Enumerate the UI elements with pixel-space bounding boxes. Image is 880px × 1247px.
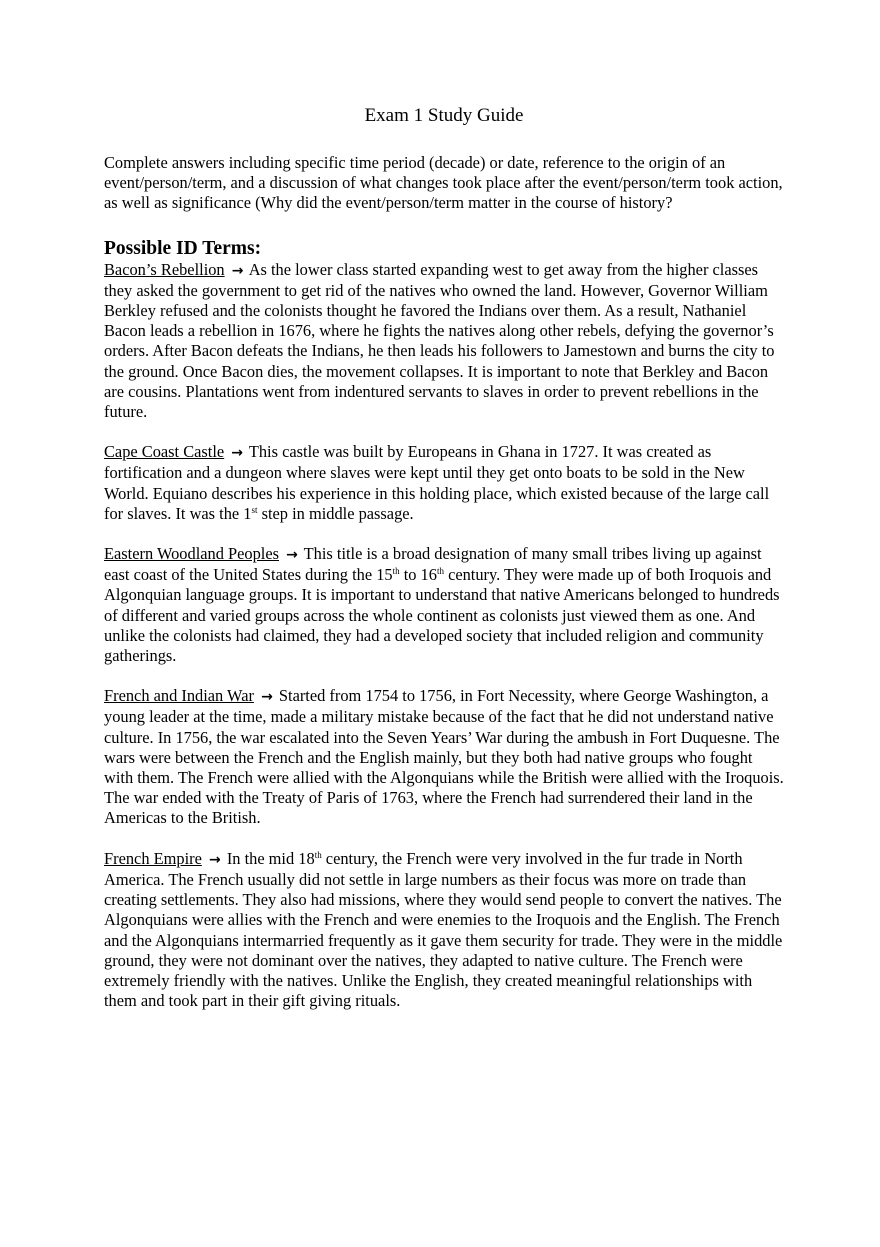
term-title: French Empire [104, 848, 202, 868]
arrow-right-icon: → [261, 689, 273, 706]
term-definition: Started from 1754 to 1756, in Fort Necessity, where George Washington, a young leader at the time, made a military mistake because of the fact that he did not understand native culture. In 1756, the war escalated into the Seven Years’ War during the ambush in Fort Duquesne. The wars were between the French and the English mainly, but they both had native groups who fought with them. The French were allied with the Algonquians while the British were allied with the Iroquois. The war ended with the Treaty of Paris of 1763, where the French had surrendered their land in the Americas to the British. [104, 686, 784, 828]
instructions-paragraph: Complete answers including specific time period (decade) or date, reference to the origin of an event/person/term, and a discussion of what changes took place after the event/person/term took action, as well as significance (Why did the event/person/term matter in the course of history? [104, 153, 783, 213]
ordinal-suffix: th [392, 566, 400, 577]
term-title: Cape Coast Castle [104, 442, 225, 462]
entry-french-and-indian-war [104, 686, 784, 828]
section-heading: Possible ID Terms: [104, 237, 262, 259]
term-definition-cont: century. They were made up of both Iroquois and Algonquian language groups. It is important to understand that native Americans belonged to hundreds of different and varied groups across the whole continent as colonists just viewed them as one. And unlike the colonists had claimed, they had a developed society that included religion and community gatherings. [104, 565, 780, 666]
entry-french-empire [104, 849, 784, 1012]
term-title: French and Indian War [104, 686, 254, 706]
arrow-right-icon: → [208, 851, 221, 868]
entry-eastern-woodland-peoples [104, 544, 784, 666]
term-definition-cont: century, the French were very involved in the fur trade in North America. The French usually did not settle in large numbers as their focus was more on trade than creating settlements. They also had missions, where they would send people to convert the natives. The Algonquians were allies with the French and were enemies to the Iroquois and the English. The French and the Algonquians intermarried frequently as it gave them security for trade. They were in the middle ground, they were not dominant over the natives, they adapted to native culture. The French were extremely friendly with the natives. Unlike the English, they created meaningful relationships with them and took part in their gift giving rituals. [104, 848, 783, 1011]
term-definition: In the mid 18 [226, 848, 315, 868]
term-definition: This castle was built by Europeans in Ghana in 1727. It was created as fortification and a dungeon where slaves were kept until they get onto boats to be sold in the New World. Equiano describes his experience in this holding place, which existed because of the large call for slaves. It was the 1 [104, 442, 770, 523]
entry-cape-coast-castle [104, 442, 784, 524]
arrow-right-icon: → [286, 547, 298, 564]
term-title: Bacon’s Rebellion [104, 259, 225, 279]
page-title: Exam 1 Study Guide [364, 105, 524, 126]
term-definition: This title is a broad designation of many small tribes living up against east coast of the United States during the 15 [104, 544, 762, 585]
ordinal-suffix: th [314, 849, 322, 860]
term-definition-cont: step in middle passage. [257, 503, 414, 523]
term-definition: As the lower class started expanding west to get away from the higher classes they asked the government to get rid of the natives who owned the land. However, Governor William Berkley refused and the colonists thought he favored the Indians over them. As a result, Nathaniel Bacon leads a rebellion in 1676, where he fights the natives along other rebels, defying the governor’s orders. After Bacon defeats the Indians, he then leads his followers to Jamestown and burns the city to the ground. Once Bacon dies, the movement collapses. It is important to note that Berkley and Bacon are cousins. Plantations went from indentured servants to slaves in order to prevent rebellions in the future. [104, 259, 775, 422]
arrow-right-icon: → [231, 262, 244, 279]
ordinal-suffix: st [251, 504, 258, 515]
ordinal-suffix: th [436, 566, 444, 577]
entry-bacons-rebellion [104, 260, 784, 423]
term-title: Eastern Woodland Peoples [104, 544, 279, 564]
arrow-right-icon: → [231, 445, 244, 462]
document-content [104, 104, 784, 1031]
term-definition-cont: to 16 [399, 565, 437, 585]
